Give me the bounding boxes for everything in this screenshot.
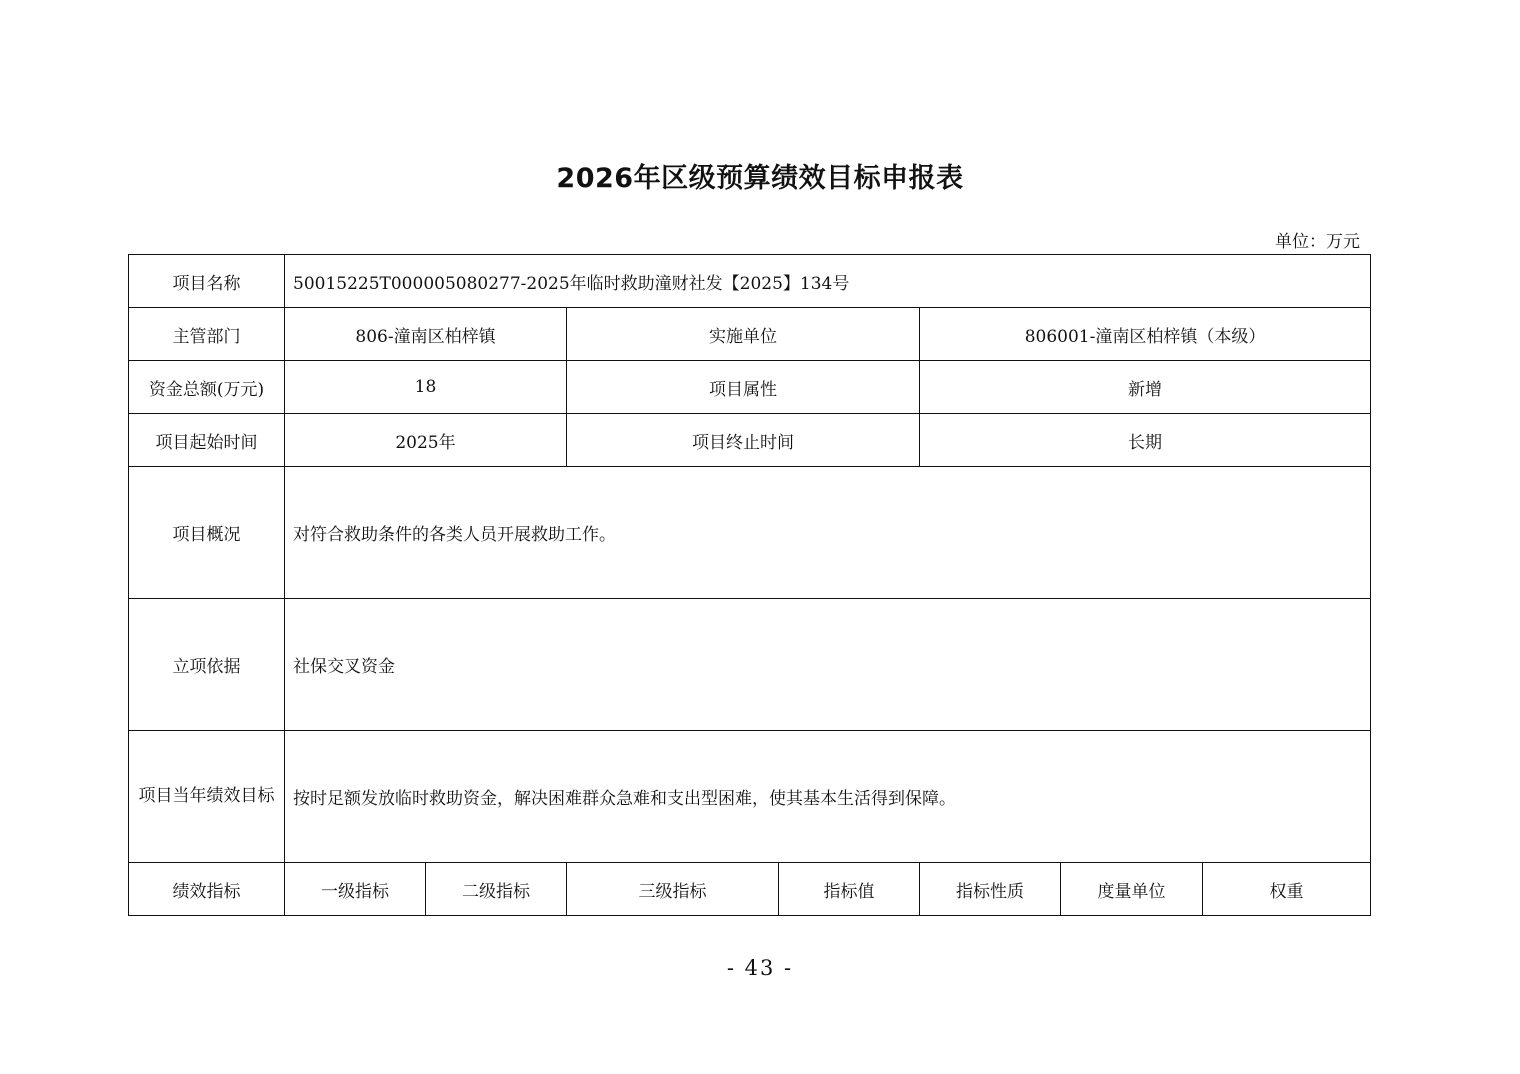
table-row (129, 308, 1371, 361)
page-title: 2026年区级预算绩效目标申报表 (556, 163, 964, 194)
start-time-value: 2025年 (285, 414, 567, 467)
project-name-label: 项目名称 (129, 255, 285, 308)
end-time-label: 项目终止时间 (567, 414, 920, 467)
table-row (129, 599, 1371, 731)
funds-value: 18 (285, 361, 567, 414)
table-row (129, 255, 1371, 308)
attribute-value: 新增 (920, 361, 1371, 414)
indicator-header-level1: 一级指标 (285, 863, 426, 916)
table-row (129, 361, 1371, 414)
table-row (129, 731, 1371, 863)
dept-label: 主管部门 (129, 308, 285, 361)
indicator-header-nature: 指标性质 (920, 863, 1061, 916)
indicator-header-level3: 三级指标 (567, 863, 779, 916)
funds-label: 资金总额(万元) (129, 361, 285, 414)
impl-unit-label: 实施单位 (567, 308, 920, 361)
attribute-label: 项目属性 (567, 361, 920, 414)
goal-label: 项目当年绩效目标 (129, 731, 285, 863)
indicator-header-row (129, 863, 1371, 916)
impl-unit-value: 806001-潼南区柏梓镇（本级） (920, 308, 1371, 361)
unit-label: 单位：万元 (1275, 232, 1360, 252)
basis-label: 立项依据 (129, 599, 285, 731)
overview-value: 对符合救助条件的各类人员开展救助工作。 (285, 467, 1371, 599)
dept-value: 806-潼南区柏梓镇 (285, 308, 567, 361)
basis-value: 社保交叉资金 (285, 599, 1371, 731)
start-time-label: 项目起始时间 (129, 414, 285, 467)
table-row (129, 467, 1371, 599)
overview-label: 项目概况 (129, 467, 285, 599)
end-time-value: 长期 (920, 414, 1371, 467)
indicator-label: 绩效指标 (129, 863, 285, 916)
indicator-header-level2: 二级指标 (426, 863, 567, 916)
goal-value: 按时足额发放临时救助资金，解决困难群众急难和支出型困难，使其基本生活得到保障。 (285, 731, 1371, 863)
indicator-header-unit: 度量单位 (1061, 863, 1203, 916)
page-number: - 43 - (726, 956, 794, 980)
table-row (129, 414, 1371, 467)
indicator-header-weight: 权重 (1203, 863, 1371, 916)
project-name-value: 50015225T000005080277-2025年临时救助潼财社发【2025】134号 (285, 255, 1371, 308)
budget-form-table (128, 254, 1371, 916)
indicator-header-value: 指标值 (779, 863, 920, 916)
